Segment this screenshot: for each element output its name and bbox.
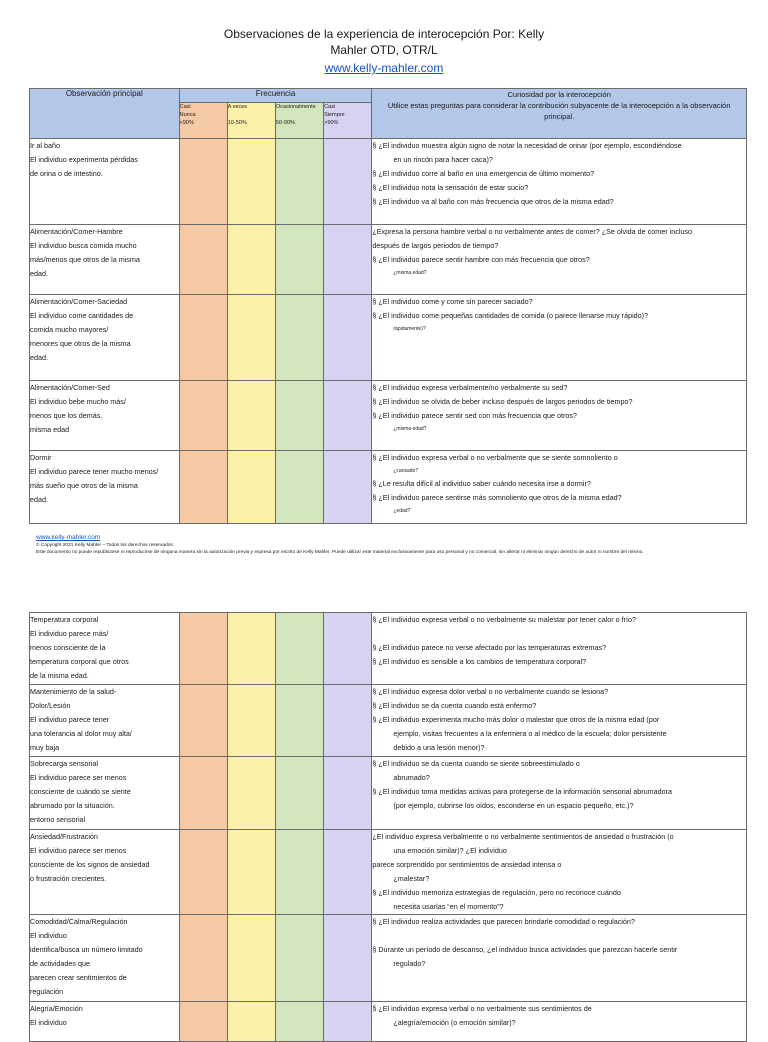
curiosity-question: § ¿El individuo expresa dolor verbal o no verbalmente cuando se lesiona? [372, 687, 609, 696]
observation-title: Alimentación/Comer-Sed [30, 383, 110, 392]
frequency-checkbox-cell[interactable] [276, 757, 324, 830]
frequency-level-text: Siempre [324, 112, 345, 118]
curiosity-question: ¿Expresa la persona hambre verbal o no verbalmente antes de comer? ¿Se olvida de comer incluso [372, 227, 692, 236]
observation-text: El individuo bebe mucho más/ [30, 397, 126, 406]
frequency-checkbox-cell[interactable] [324, 1002, 372, 1042]
curiosity-question: necesita usarlas “en el momento”? [393, 902, 504, 911]
frequency-checkbox-cell[interactable] [227, 295, 275, 381]
frequency-checkbox-cell[interactable] [275, 139, 323, 225]
table-row [30, 451, 747, 524]
frequency-level-text: >90% [324, 120, 339, 126]
frequency-level-text: 10-50% [227, 120, 247, 126]
curiosity-questions-cell [372, 451, 747, 524]
column-header-curiosity [372, 89, 747, 139]
frequency-level-0 [179, 103, 227, 139]
frequency-level-1 [227, 103, 275, 139]
observation-text: menos consciente de la [30, 643, 106, 652]
observation-text: misma edad [30, 425, 70, 434]
frequency-level-text [276, 111, 323, 119]
curiosity-question: ¿edad? [393, 508, 411, 514]
curiosity-question: § ¿El individuo parece sentir hambre con más frecuencia que otros? [372, 255, 590, 264]
curiosity-question: § ¿El individuo expresa verbalmente/no verbalmente su sed? [372, 383, 568, 392]
frequency-checkbox-cell[interactable] [324, 613, 372, 685]
curiosity-question: § ¿El individuo parece sentirse más somnoliento que otros de la misma edad? [372, 493, 622, 502]
frequency-checkbox-cell[interactable] [324, 139, 372, 225]
curiosity-question: una emoción similar)? ¿El individuo [393, 846, 507, 855]
observation-text: edad. [30, 495, 48, 504]
curiosity-question: ¿El individuo expresa verbalmente o no verbalmente sentimientos de ansiedad o frustración (o [372, 832, 674, 841]
curiosity-question: (por ejemplo, cubrirse los oídos, esconderse en un espacio pequeño, etc.)? [393, 801, 634, 810]
curiosity-question: § ¿El individuo expresa verbal o no verbalmente su malestar por tener calor o frío? [372, 615, 637, 624]
curiosity-questions-cell [372, 915, 747, 1002]
observation-text: una tolerancia al dolor muy alta/ [30, 729, 132, 738]
frequency-checkbox-cell[interactable] [324, 295, 372, 381]
observation-text: Dolor/Lesión [30, 701, 71, 710]
document-title-line-1: Observaciones de la experiencia de interocepción Por: Kelly [223, 27, 545, 41]
table-row [30, 295, 747, 381]
observation-text: parecen crear sentimientos de [30, 973, 127, 982]
website-link[interactable]: www.kelly-mahler.com [324, 61, 444, 75]
observation-text: consciente de cuándo se siente [30, 787, 131, 796]
frequency-checkbox-cell[interactable] [276, 830, 324, 915]
observation-title: Sobrecarga sensorial [30, 759, 98, 768]
observation-text: El individuo experimenta pérdidas [30, 155, 138, 164]
frequency-level-text: Casi [324, 104, 336, 110]
frequency-checkbox-cell[interactable] [227, 757, 275, 830]
observation-text: identifica/busca un número limitado [30, 945, 143, 954]
observation-cell [30, 685, 180, 757]
table-row [30, 613, 747, 685]
curiosity-questions-cell [372, 1002, 747, 1042]
frequency-checkbox-cell[interactable] [227, 451, 275, 524]
curiosity-questions-cell [372, 381, 747, 451]
observation-cell [30, 225, 180, 295]
frequency-checkbox-cell[interactable] [227, 225, 275, 295]
frequency-checkbox-cell[interactable] [227, 915, 275, 1002]
frequency-checkbox-cell[interactable] [179, 830, 227, 915]
observation-text: El individuo [30, 931, 67, 940]
observation-text: consciente de los signos de ansiedad [30, 860, 150, 869]
frequency-checkbox-cell[interactable] [275, 381, 323, 451]
observation-text: de actividades que [30, 959, 90, 968]
curiosity-question: § ¿El individuo se da cuenta cuando está enfermo? [372, 701, 537, 710]
curiosity-questions-cell [372, 830, 747, 915]
frequency-level-text: <90% [179, 120, 194, 126]
frequency-checkbox-cell[interactable] [227, 613, 275, 685]
column-header-frequency: Frecuencia [179, 89, 372, 103]
frequency-checkbox-cell[interactable] [179, 613, 227, 685]
curiosity-questions-cell [372, 757, 747, 830]
footer-copyright: © Copyright 2021 Kelly Mahler – Todos los derechos reservados. [36, 543, 175, 548]
curiosity-question: regulado? [393, 959, 426, 968]
curiosity-question: § ¿El individuo realiza actividades que parecen brindarle comodidad o regulación? [372, 917, 635, 926]
observation-cell [30, 757, 180, 830]
curiosity-question: ¿misma edad? [393, 270, 427, 276]
curiosity-question: parece sorprendido por sentimientos de ansiedad intensa o [372, 860, 562, 869]
frequency-checkbox-cell[interactable] [324, 451, 372, 524]
curiosity-question: § Durante un período de descanso, ¿el individuo busca actividades que parezcan hacerle sentir [372, 945, 678, 954]
table-row [30, 757, 747, 830]
curiosity-question: § ¿El individuo se olvida de beber incluso después de largos periodos de tiempo? [372, 397, 633, 406]
table-row [30, 139, 747, 225]
curiosity-question: § ¿El individuo expresa verbal o no verbalmente sus sentimientos de [372, 1004, 592, 1013]
curiosity-question: § ¿El individuo memoriza estrategias de regulación, pero no reconoce cuándo [372, 888, 621, 897]
observation-text: El individuo parece tener [30, 715, 110, 724]
curiosity-questions-cell [372, 139, 747, 225]
frequency-checkbox-cell[interactable] [324, 915, 372, 1002]
observation-text: edad. [30, 269, 48, 278]
observation-text: El individuo parece más/ [30, 629, 109, 638]
frequency-checkbox-cell[interactable] [276, 613, 324, 685]
observation-text: más/menos que otros de la misma [30, 255, 140, 264]
observation-text: regulación [30, 987, 64, 996]
curiosity-question: § ¿El individuo parece no verse afectado por las temperaturas extremas? [372, 643, 607, 652]
curiosity-question: abrumado? [393, 773, 430, 782]
frequency-checkbox-cell[interactable] [179, 757, 227, 830]
observation-text: menos que los demás. [30, 411, 103, 420]
curiosity-question: § ¿El individuo toma medidas activas para protegerse de la información sensorial abrumadora [372, 787, 673, 796]
observation-title: Ansiedad/Frustración [30, 832, 98, 841]
observation-title: Alegría/Emoción [30, 1004, 83, 1013]
frequency-level-text: Nunca [179, 112, 196, 118]
frequency-checkbox-cell[interactable] [275, 225, 323, 295]
frequency-checkbox-cell[interactable] [275, 295, 323, 381]
frequency-level-text: Ocasionalmente [275, 104, 316, 110]
observation-text: El individuo parece ser menos [30, 773, 127, 782]
curiosity-question: § ¿El individuo expresa verbal o no verbalmente que se siente somnoliento o [372, 453, 618, 462]
table-row [30, 381, 747, 451]
frequency-checkbox-cell[interactable] [276, 1002, 324, 1042]
frequency-checkbox-cell[interactable] [179, 139, 227, 225]
curiosity-question: ¿malestar? [393, 874, 430, 883]
curiosity-question: § ¿El individuo va al baño con más frecuencia que otros de la misma edad? [372, 197, 614, 206]
frequency-checkbox-cell[interactable] [179, 1002, 227, 1042]
observation-text: menores que otros de la misma [30, 339, 131, 348]
observation-title: Temperatura corporal [30, 615, 99, 624]
footer-notice: Este documento no puede republicarse ni reproducirse de ninguna manera sin la autorización previa y expresa por escrito de Kelly Mahler. Puede utilizar este material exclusivamente para uso personal y no comercial, sin alterar ni eliminar ningún derecho de autor ni nombre del mismo. [36, 550, 644, 555]
frequency-checkbox-cell[interactable] [324, 685, 372, 757]
curiosity-question: en un rincón para hacer caca)? [393, 155, 493, 164]
header-website [0, 60, 768, 76]
observation-title: Alimentación/Comer-Hambre [30, 227, 123, 236]
table-row [30, 225, 747, 295]
frequency-checkbox-cell[interactable] [324, 381, 372, 451]
observation-text: El individuo come cantidades de [30, 311, 134, 320]
curiosity-question: § ¿El individuo nota la sensación de estar sucio? [372, 183, 529, 192]
page-footer [36, 533, 756, 556]
frequency-level-2 [275, 103, 323, 139]
curiosity-question: rápidamente)? [393, 326, 426, 332]
frequency-checkbox-cell[interactable] [275, 451, 323, 524]
curiosity-question: § ¿El individuo es sensible a los cambios de temperatura corporal? [372, 657, 587, 666]
frequency-checkbox-cell[interactable] [227, 1002, 275, 1042]
observation-text: El individuo parece tener mucho menos/ [30, 467, 159, 476]
frequency-checkbox-cell[interactable] [324, 757, 372, 830]
frequency-checkbox-cell[interactable] [179, 685, 227, 757]
curiosity-questions-cell [372, 225, 747, 295]
observation-cell [30, 830, 180, 915]
observation-text: temperatura corporal que otros [30, 657, 129, 666]
curiosity-questions-cell [372, 613, 747, 685]
curiosity-question [372, 929, 746, 943]
frequency-level-text [228, 111, 275, 119]
curiosity-questions-cell [372, 295, 747, 381]
curiosity-question: ejemplo, visitas frecuentes a la enfermera o al médico de la escuela; dolor persistente [393, 729, 667, 738]
frequency-level-text: 50-90% [275, 120, 295, 126]
curiosity-question: § ¿El individuo experimenta mucho más dolor o malestar que otros de la misma edad (por [372, 715, 660, 724]
curiosity-title: Curiosidad por la interocepción [507, 90, 611, 99]
curiosity-question: § ¿El individuo muestra algún signo de notar la necesidad de orinar (por ejemplo, escondiéndose [372, 141, 682, 150]
frequency-checkbox-cell[interactable] [179, 915, 227, 1002]
observation-title: Comodidad/Calma/Regulación [30, 917, 128, 926]
frequency-level-text: Casi [179, 104, 191, 110]
observation-text: edad. [30, 353, 48, 362]
curiosity-question: § ¿El individuo se da cuenta cuando se siente sobreestimulado o [372, 759, 580, 768]
curiosity-question: § ¿El individuo come pequeñas cantidades de comida (o parece llenarse muy rápido)? [372, 311, 649, 320]
curiosity-question: § ¿El individuo come y come sin parecer saciado? [372, 297, 533, 306]
frequency-checkbox-cell[interactable] [324, 225, 372, 295]
curiosity-question: después de largos periodos de tiempo? [372, 241, 499, 250]
observation-cell [30, 915, 180, 1002]
observation-text: muy baja [30, 743, 60, 752]
curiosity-question: § ¿El individuo corre al baño en una emergencia de último momento? [372, 169, 595, 178]
footer-link[interactable]: www.kelly-mahler.com [36, 534, 101, 541]
observation-cell [30, 1002, 180, 1042]
frequency-checkbox-cell[interactable] [276, 685, 324, 757]
table-row [30, 830, 747, 915]
frequency-checkbox-cell[interactable] [227, 685, 275, 757]
table-row [30, 685, 747, 757]
frequency-checkbox-cell[interactable] [179, 225, 227, 295]
document-title-line-2: Mahler OTD, OTR/L [330, 43, 438, 57]
observation-text: entorno sensorial [30, 815, 86, 824]
observation-cell [30, 139, 180, 225]
observation-title: Dormir [30, 453, 52, 462]
table-row [30, 1002, 747, 1042]
observation-text: El individuo busca comida mucho [30, 241, 137, 250]
frequency-checkbox-cell[interactable] [227, 381, 275, 451]
observation-table-page-2 [29, 612, 747, 1042]
curiosity-questions-cell [372, 685, 747, 757]
observation-title: Mantenimiento de la salud- [30, 687, 117, 696]
table-row [30, 915, 747, 1002]
curiosity-question: debido a una lesión menor)? [393, 743, 485, 752]
observation-cell [30, 451, 180, 524]
frequency-level-text: A veces [227, 104, 248, 110]
curiosity-note: Utilice estas preguntas para considerar la contribución subyacente de la interocepción a la observación principal. [387, 101, 731, 121]
observation-text: de la misma edad. [30, 671, 89, 680]
frequency-checkbox-cell[interactable] [276, 915, 324, 1002]
curiosity-question: ¿alegría/emoción (o emoción similar)? [393, 1018, 516, 1027]
curiosity-question: § ¿El individuo parece sentir sed con más frecuencia que otros? [372, 411, 577, 420]
observation-text: abrumado por la situación. [30, 801, 115, 810]
observation-title: Ir al baño [30, 141, 60, 150]
frequency-checkbox-cell[interactable] [179, 381, 227, 451]
observation-cell [30, 381, 180, 451]
observation-text: o frustración crecientes. [30, 874, 107, 883]
observation-title: Alimentación/Comer-Saciedad [30, 297, 128, 306]
frequency-checkbox-cell[interactable] [227, 139, 275, 225]
observation-table-page-1 [29, 88, 747, 524]
observation-text: más sueño que otros de la misma [30, 481, 138, 490]
curiosity-question: ¿cansado? [393, 468, 419, 474]
frequency-checkbox-cell[interactable] [227, 830, 275, 915]
curiosity-question: § ¿Le resulta difícil al individuo saber cuándo necesita irse a dormir? [372, 479, 591, 488]
observation-text: El individuo [30, 1018, 67, 1027]
curiosity-question [372, 627, 746, 641]
observation-cell [30, 613, 180, 685]
observation-text: El individuo parece ser menos [30, 846, 127, 855]
frequency-checkbox-cell[interactable] [179, 295, 227, 381]
observation-text: de orina o de intestino. [30, 169, 103, 178]
observation-cell [30, 295, 180, 381]
frequency-checkbox-cell[interactable] [179, 451, 227, 524]
column-header-observation: Observación principal [30, 89, 180, 139]
frequency-level-3 [324, 103, 372, 139]
observation-text: comida mucho mayores/ [30, 325, 109, 334]
curiosity-question: ¿misma edad? [393, 426, 427, 432]
frequency-checkbox-cell[interactable] [324, 830, 372, 915]
